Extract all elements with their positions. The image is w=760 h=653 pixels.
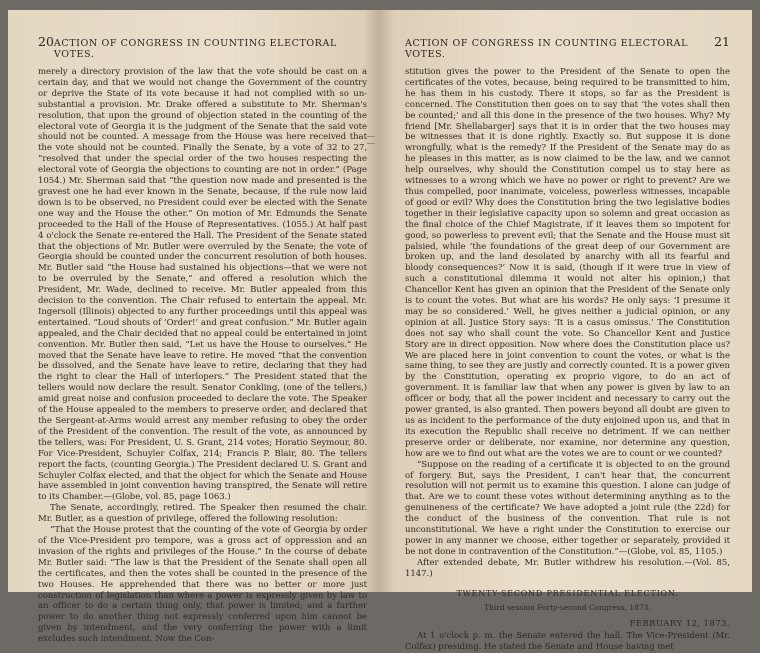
section-heading: TWENTY-SECOND PRESIDENTIAL ELECTION. (456, 588, 679, 598)
right-paragraph-1: stitution gives the power to the President of the Senate to open the certificates of the votes, because, being required to be transmitted to him, he has them in his custody. There it stops, so far as the President is concerned. The Constitution then goes on to say that ‘the votes shall then be counted;’ and all this done in the presence of the two houses. Why? My friend [Mr. Shellabarger] says that it is in order that the two houses may be witnesses that it is done rightly. Exactly so. But suppose it is done wrongfully, what is the remedy? If the President of the Senate may do as he pleases in this matter, as is now claimed to be the law, and we cannot help ourselves, why should the Constitution compel us to stay here as witnesses to a wrong which we have no power or right to prevent? Are we thus compelled, poor inanimate, voiceless, powerless witnesses, incapable of good or evil? Why does the Constitution bring the two legislative bodies together in their legislative capacity upon so solemn and great occasion as the final choice of the Chief Magistrate, if it leaves them so impotent for good, so powerless to prevent evil; that the Senate and the House must sit palsied, while ‘the foundations of the great deep of our Government are broken up, and the land desolated by anarchy with all its fearful and bloody consequences?’ Now it is said, (though if it were true in view of such a constitutional dilemma it would not alter his opinion,) that Chancellor Kent has given an opinion that the President of the Senate only is to count the votes. But what are his words? He only says: ‘I presume it may be so considered.’ Well, he gives neither a judicial opinion, or any opinion at all. Justice Story says: ‘It is a casus omissus.’ The Constitution does not say who shall count the vote. So Chancellor Kent and Justice Story are in direct opposition. Now where does the Constitution place us? We are placed here in joint convention to count the votes, or what is the same thing, to see they are justly and correctly counted. It is a power given by the Constitution, operating ex proprio vigore, to do an act of government. It is familiar law that when any power is given by law to an officer or body, that all the power incident and necessary to carry out the power granted, is also granted. Then powers beyond all doubt are given to us as incident to the performance of the duty enjoined upon us, and that in its execution the Republic shall receive no detriment. If we can neither preserve order or deliberate, nor examine, nor determine any question, how are we to find out what are the votes we are to count or we counted? (405, 67, 730, 459)
right-page-number: 21 (714, 34, 730, 49)
left-running-head-title: ACTION OF CONGRESS IN COUNTING ELECTORAL VOTES. (53, 38, 337, 60)
closing-paragraph: At 1 o'clock p. m. the Senate entered the hall. The Vice-President (Mr. Colfax) presiding. He stated the Senate and House having met (405, 631, 730, 653)
left-paragraph-1: merely a directory provision of the law that the vote should be cast on a certain day, and that we would not change the Government of the country or deprive the State of its vote because it had not complied with so un-substantial a provision. Mr. Drake offered a substitute to Mr. Sherman's resolution, that upon the ground of objection stated in the counting of the electoral vote of Georgia it is the judgment of the Senate that the said vote should not be counted. A message from the House was here received that the vote should not be counted. Finally the Senate, by a vote of 32 to 27, “resolved that under the special order of the two houses respecting the electoral vote of Georgia the objections to counting are not in order.” (Page 1054.) Mr. Sherman said that “the question now made and presented is the gravest one he had ever known in the Senate, because, if the rule now laid down is to be observed, no President could ever be elected with the Senate one way and the House the other.” On motion of Mr. Edmunds the Senate proceeded to the Hall of the House of Representatives. (1055.) At half past 4 o'clock the Senate re-entered the Hall. The President of the Senate stated that the objections of Mr. Butler were overruled by the Senate; the vote of Georgia should be counted under the concurrent resolution of both houses. Mr. Butler said “the House had sustained his objections—that we were not to be overruled by the Senate,” and offered a resolution which the President, Mr. Wade, declined to receive. Mr. Butler appealed from this decision to the convention. The Chair refused to entertain the appeal. Mr. Ingersoll (Illinois) objected to any further proceedings until this appeal was entertained. “Loud shouts of ‘Order!’ and great confusion.” Mr. Butler again appealed, and the Chair decided that no appeal could be entertained in joint convention. Mr. Butler then said, “Let us have the House to ourselves.” He moved that the Senate have leave to retire. He moved “that the convention be dissolved, and the Senate have leave to retire, declaring that they had the right to clear the Hall of interlopers.” The President stated that the tellers would now declare the result. Senator Conkling, (one of the tellers,) amid great noise and confusion proceeded to declare the vote. The Speaker of the House appealed to the members to preserve order, and declared that the Sergeant-at-Arms would arrest any member refusing to obey the order of the President of the convention. The result of the vote, as announced by the tellers, was: For President, U. S. Grant, 214 votes; Horatio Seymour, 80. For Vice-President, Schuyler Colfax, 214; Francis P. Blair, 80. The tellers report the facts, (counting Georgia.) The President declared U. S. Grant and Schuyler Colfax elected, and that the object for which the Senate and House have assembled in joint convention having transpired, the Senate will retire to its Chamber.—(Globe, vol. 85, page 1063.) (38, 67, 367, 503)
right-running-head (405, 34, 730, 60)
right-running-head-title: ACTION OF CONGRESS IN COUNTING ELECTORAL VOTES. (405, 38, 689, 60)
left-running-head (38, 34, 367, 60)
section-subheading: Third session Forty-second Congress, 1873. (484, 602, 651, 612)
left-page-number: 20 (38, 34, 54, 49)
dateline: FEBRUARY 12, 1873. (629, 619, 730, 630)
book-spread (8, 10, 752, 653)
left-paragraph-3: “That the House protest that the counting of the vote of Georgia by order of the Vice-President pro tempore, was a gross act of oppression and an invasion of the rights and privileges of the House.” In the course of debate Mr. Butler said: “The law is that the President of the Senate shall open all the certificates, and then the votes shall be counted in the presence of the two Houses. He apprehended that there was no better or more just construction of legislation than where a power is expressly given by law to an officer to do a certain thing only, that power is limited; and a further power to do another thing not expressly conferred upon him cannot be given by intendment, and the very conferring the power with a limit excludes such intendment. Now the Con- (38, 525, 367, 645)
left-body-text (38, 67, 367, 645)
right-paragraph-2: “Suppose on the reading of a certificate it is objected to on the ground of forgery. But, says the President, I can't hear that, the concurrent resolution will not permit us to examine this question. I alone can judge of that. Are we to count these votes without determining anything as to the genuineness of the certificate? We have adopted a joint rule (the 22d) for the conduct of the business of the convention. That rule is not unconstitutional. We have a right under the Constitution to exercise our power in any manner we choose, either together or separately, provided it be not done in contravention of the Constitution.”—(Globe, vol. 85, 1105.) (405, 459, 730, 557)
left-page (8, 10, 379, 645)
right-body-text (405, 67, 730, 653)
left-paragraph-2: The Senate, accordingly, retired. The Speaker then resumed the chair. Mr. Butler, as a question of privilege, offered the following resolution: (38, 503, 367, 525)
right-paragraph-3: After extended debate, Mr. Butler withdrew his resolution.—(Vol. 85, 1147.) (405, 557, 730, 579)
right-page (379, 10, 752, 653)
binding-stitch (367, 136, 375, 144)
